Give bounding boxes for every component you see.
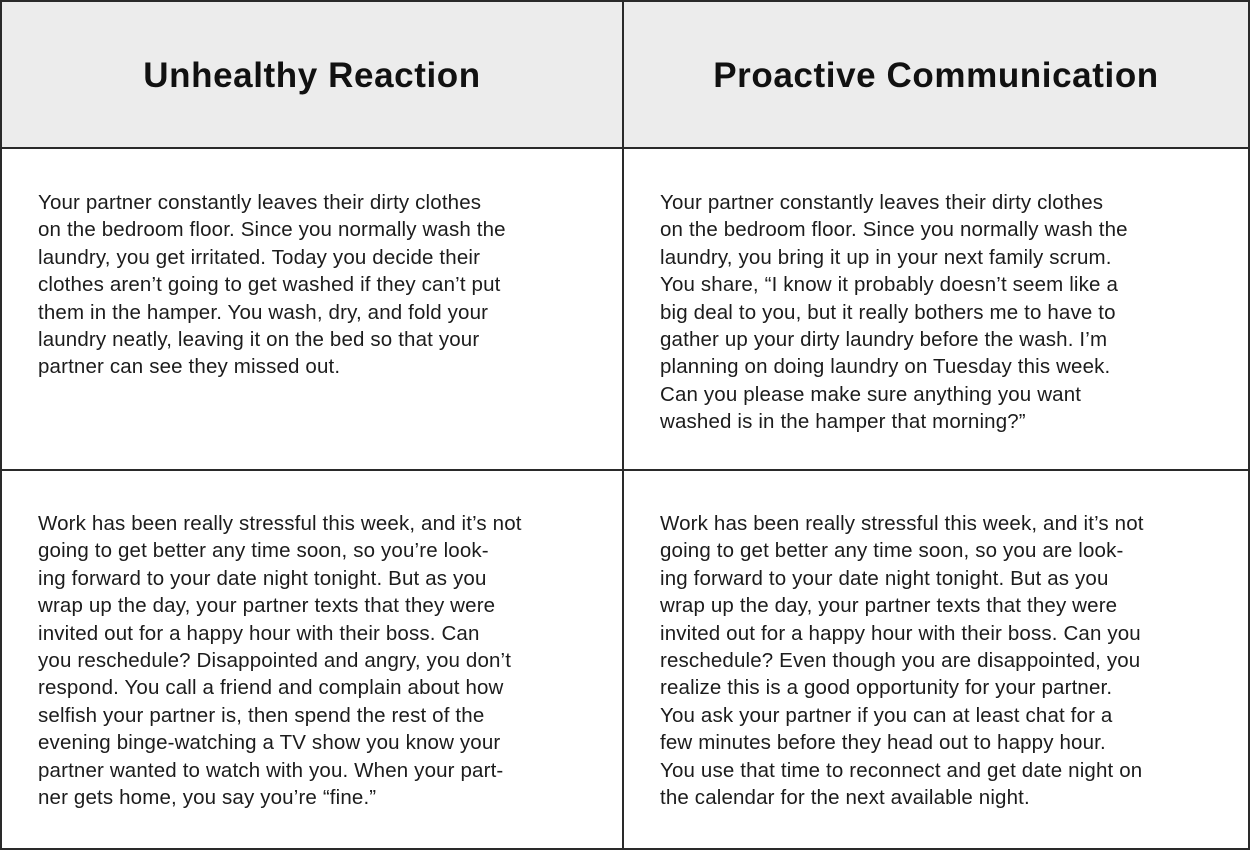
- scenario-text: Your partner constantly leaves their dirty clothes on the bedroom floor. Since you normally wash the laundry, you bring it up in your next family scrum. You share, “I know it probably doesn’t seem like a big deal to you, but it really bothers me to have to gather up your dirty laundry before the wash. I’m planning on doing laundry on Tuesday this week. Can you please make sure anything you want washed is in the hamper that morning?”: [660, 191, 1128, 434]
- header-proactive-communication: [624, 0, 1250, 149]
- table-cell-laundry-unhealthy: [0, 149, 624, 471]
- column-heading-proactive: Proactive Communication: [713, 55, 1159, 95]
- header-unhealthy-reaction: [0, 0, 624, 149]
- scenario-text: Work has been really stressful this week, and it’s not going to get better any time soon, so you are look- ing forward to your date night tonight. But as you wrap up the day, your partner texts that they were invited out for a happy hour with their boss. Can you reschedule? Even though you are disappointed, you realize this is a good opportunity for your partner. You ask your partner if you can at least chat for a few minutes before they head out to happy hour. You use that time to reconnect and get date night on the calendar for the next available night.: [660, 512, 1144, 810]
- table-cell-date-night-proactive: [624, 471, 1250, 850]
- column-heading-unhealthy: Unhealthy Reaction: [143, 55, 481, 95]
- scenario-text: Your partner constantly leaves their dirty clothes on the bedroom floor. Since you normally wash the laundry, you get irritated. Today you decide their clothes aren’t going to get washed if they can’t put them in the hamper. You wash, dry, and fold your laundry neatly, leaving it on the bed so that your partner can see they missed out.: [38, 191, 506, 379]
- scenario-text: Work has been really stressful this week, and it’s not going to get better any time soon, so you’re look- ing forward to your date night tonight. But as you wrap up the day, your partner texts that they were invited out for a happy hour with their boss. Can you reschedule? Disappointed and angry, you don’t respond. You call a friend and complain about how selfish your partner is, then spend the rest of the evening binge-watching a TV show you know your partner wanted to watch with you. When your part- ner gets home, you say you’re “fine.”: [38, 512, 522, 810]
- table-cell-laundry-proactive: [624, 149, 1250, 471]
- table-cell-date-night-unhealthy: [0, 471, 624, 850]
